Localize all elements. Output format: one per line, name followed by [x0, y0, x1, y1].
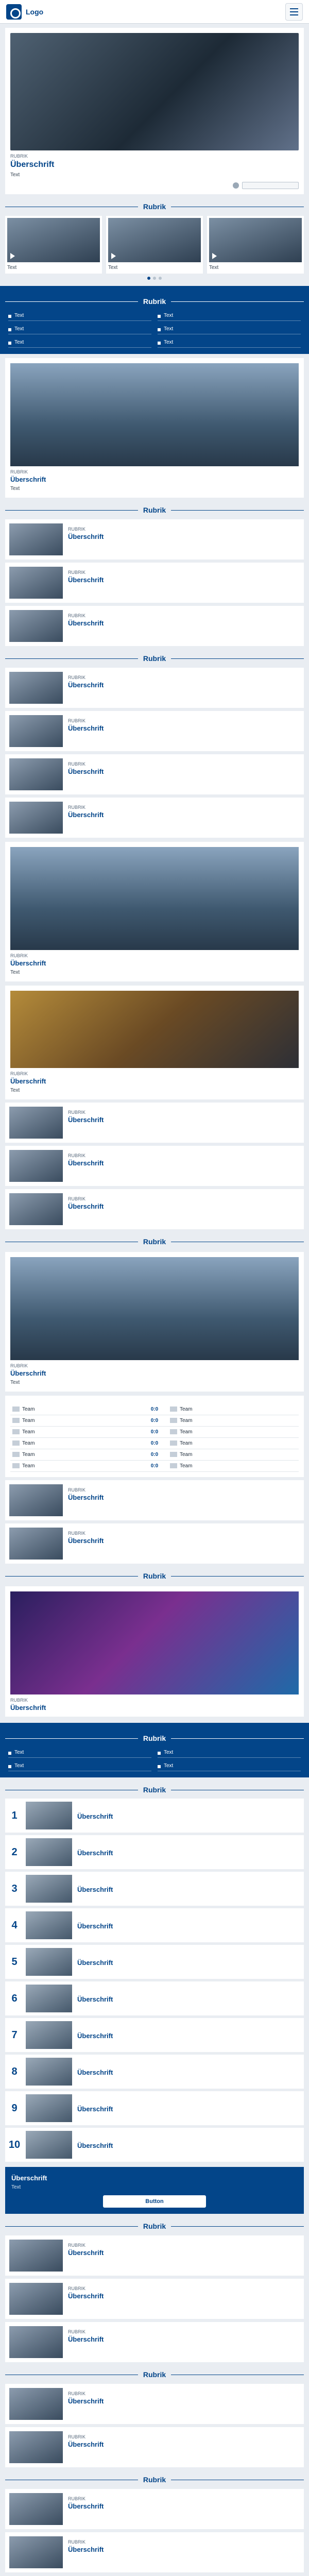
thumbnail[interactable] [9, 2536, 63, 2568]
thumbnail[interactable] [9, 1107, 63, 1139]
item-kicker: RUBRIK [68, 2391, 86, 2396]
thumbnail[interactable] [26, 1875, 72, 1903]
feature-teaser: Text [10, 1088, 20, 1093]
rank-number: 7 [11, 2029, 18, 2041]
top-item[interactable] [5, 1945, 304, 1979]
thumbnail[interactable] [26, 1911, 72, 1939]
item-title[interactable]: Überschrift [68, 2397, 104, 2405]
item-kicker: RUBRIK [68, 1153, 86, 1158]
pick-text: Text [11, 2184, 21, 2190]
feature-image[interactable] [10, 847, 299, 950]
video-tile[interactable] [5, 216, 102, 274]
section-head-highlights: Rubrik [5, 1570, 304, 1582]
item-kicker: RUBRIK [68, 1531, 86, 1536]
away-team: Team [180, 1452, 193, 1458]
list-item[interactable] [5, 711, 304, 751]
editorial-pick-box [5, 2167, 304, 2214]
item-kicker: RUBRIK [68, 527, 86, 532]
item-title[interactable]: Überschrift [77, 1885, 113, 1893]
thumbnail[interactable] [9, 1193, 63, 1225]
logo-text[interactable]: Logo [26, 7, 44, 16]
item-title[interactable]: Überschrift [77, 1849, 113, 1857]
item-kicker: RUBRIK [68, 613, 86, 618]
thumbnail[interactable] [9, 802, 63, 834]
thumbnail[interactable] [26, 2021, 72, 2049]
video-label: Text [7, 265, 17, 270]
lead-image[interactable] [10, 33, 299, 150]
list-item[interactable] [5, 1189, 304, 1229]
list-item[interactable] [5, 606, 304, 646]
table-row[interactable] [10, 1449, 299, 1461]
top-item[interactable] [5, 2018, 304, 2052]
item-title[interactable]: Überschrift [77, 2141, 113, 2149]
list-item[interactable] [5, 2384, 304, 2424]
item-title[interactable]: Überschrift [77, 2031, 113, 2040]
item-kicker: RUBRIK [68, 1196, 86, 1201]
feature-title[interactable]: Überschrift [10, 959, 46, 967]
list-item[interactable] [5, 1146, 304, 1186]
home-team: Team [22, 1418, 35, 1423]
item-kicker: RUBRIK [68, 1110, 86, 1115]
thumbnail[interactable] [26, 2058, 72, 2086]
team-logo-icon [12, 1452, 20, 1457]
list-item[interactable] [5, 2279, 304, 2319]
list-item[interactable] [5, 754, 304, 794]
briefing-item[interactable]: Text [158, 311, 301, 321]
item-title[interactable]: Überschrift [77, 1812, 113, 1820]
thumbnail[interactable] [9, 567, 63, 599]
top-item[interactable] [5, 1908, 304, 1942]
match-score: 0:0 [141, 1449, 168, 1461]
sport-title[interactable]: Überschrift [10, 1369, 46, 1377]
thumbnail[interactable] [9, 2493, 63, 2525]
team-logo-icon [170, 1418, 177, 1423]
team-logo-icon [170, 1406, 177, 1412]
item-title[interactable]: Überschrift [68, 576, 104, 584]
briefing-item[interactable]: Text [8, 311, 151, 321]
broadcasts-panel [0, 1723, 309, 1777]
home-team: Team [22, 1452, 35, 1458]
home-team: Team [22, 1463, 35, 1469]
section-head-briefing: Rubrik [5, 295, 304, 308]
top-item[interactable] [5, 2128, 304, 2162]
pick-title: Überschrift [11, 2174, 47, 2182]
play-icon[interactable] [209, 218, 302, 262]
site-header [0, 0, 309, 24]
thumbnail[interactable] [9, 2283, 63, 2315]
item-title[interactable]: Überschrift [68, 533, 104, 540]
item-kicker: RUBRIK [68, 2434, 86, 2439]
team-logo-icon [170, 1440, 177, 1446]
match-score: 0:0 [141, 1415, 168, 1427]
sport-teaser: Text [10, 1380, 20, 1385]
briefing-item[interactable]: Text [8, 337, 151, 348]
thumbnail[interactable] [9, 610, 63, 642]
section-head-live: Rubrik [5, 200, 304, 213]
section-head-investigative: Rubrik [5, 2368, 304, 2381]
thumbnail[interactable] [9, 672, 63, 704]
rank-number: 5 [11, 1956, 18, 1968]
list-item[interactable] [5, 2322, 304, 2362]
item-title[interactable]: Überschrift [68, 2249, 104, 2257]
list-item[interactable] [5, 2489, 304, 2529]
item-title[interactable]: Überschrift [77, 1995, 113, 2003]
rank-number: 6 [11, 1992, 18, 2004]
highlight-image[interactable] [10, 1591, 299, 1694]
item-title[interactable]: Überschrift [68, 1116, 104, 1124]
list-item[interactable] [5, 563, 304, 603]
briefing-item[interactable]: Text [158, 337, 301, 348]
highlight-story[interactable] [5, 1586, 304, 1717]
feature-story[interactable] [5, 986, 304, 1099]
item-kicker: RUBRIK [68, 805, 86, 810]
section-head-region-b: Rubrik [5, 652, 304, 665]
briefing-list [8, 311, 301, 348]
item-title[interactable]: Überschrift [68, 1537, 104, 1545]
top-item[interactable] [5, 1872, 304, 1906]
thumbnail[interactable] [9, 2240, 63, 2272]
thumbnail[interactable] [9, 1150, 63, 1182]
item-kicker: RUBRIK [68, 1487, 86, 1493]
highlight-title[interactable]: Überschrift [10, 1704, 46, 1711]
list-item[interactable] [5, 1103, 304, 1143]
pick-button[interactable]: Button [103, 2195, 206, 2208]
list-item[interactable] [5, 798, 304, 838]
list-item[interactable] [5, 2235, 304, 2276]
sport-image[interactable] [10, 1257, 299, 1360]
item-title[interactable]: Überschrift [68, 1494, 104, 1501]
thumbnail[interactable] [9, 523, 63, 555]
team-logo-icon [12, 1429, 20, 1434]
play-icon[interactable] [108, 218, 201, 262]
list-item[interactable] [5, 2427, 304, 2467]
item-title[interactable]: Überschrift [68, 724, 104, 732]
away-team: Team [180, 1463, 193, 1469]
carousel-dots[interactable] [0, 277, 309, 280]
sport-story[interactable] [5, 1252, 304, 1392]
home-team: Team [22, 1429, 35, 1435]
table-row[interactable] [10, 1415, 299, 1427]
feature-image[interactable] [10, 991, 299, 1068]
briefing-item[interactable]: Text [158, 324, 301, 334]
item-title[interactable]: Überschrift [68, 1159, 104, 1167]
section-head-foreign: Rubrik [5, 2220, 304, 2232]
rank-number: 1 [11, 1809, 18, 1821]
away-team: Team [180, 1440, 193, 1446]
feature-teaser: Text [10, 970, 20, 975]
section-head-top: Rubrik [5, 1784, 304, 1796]
match-score: 0:0 [141, 1438, 168, 1449]
rank-number: 9 [11, 2102, 18, 2114]
team-logo-icon [12, 1440, 20, 1446]
table-row[interactable] [10, 1438, 299, 1449]
team-logo-icon [170, 1429, 177, 1434]
thumbnail[interactable] [9, 715, 63, 747]
feature-title[interactable]: Überschrift [10, 476, 46, 483]
broadcast-item[interactable]: Text [8, 1748, 151, 1758]
briefing-item[interactable]: Text [8, 324, 151, 334]
video-tile[interactable] [106, 216, 203, 274]
section-head-knowledge: Rubrik [5, 2473, 304, 2486]
item-kicker: RUBRIK [68, 675, 86, 680]
lead-story[interactable] [5, 28, 304, 194]
list-item[interactable] [5, 668, 304, 708]
thumbnail[interactable] [26, 1838, 72, 1866]
list-item[interactable] [5, 2532, 304, 2572]
item-kicker: RUBRIK [68, 570, 86, 575]
lead-teaser: Text [10, 172, 20, 178]
feature-story[interactable] [5, 358, 304, 498]
team-logo-icon [170, 1463, 177, 1468]
match-score: 0:0 [141, 1427, 168, 1438]
table-row[interactable] [10, 1404, 299, 1415]
thumbnail[interactable] [26, 1948, 72, 1976]
item-title[interactable]: Überschrift [68, 811, 104, 819]
feature-title[interactable]: Überschrift [10, 1077, 46, 1085]
thumbnail[interactable] [9, 1528, 63, 1560]
item-title[interactable]: Überschrift [68, 768, 104, 775]
thumbnail[interactable] [9, 2388, 63, 2420]
team-logo-icon [170, 1452, 177, 1457]
table-row[interactable] [10, 1461, 299, 1472]
briefing-panel [0, 286, 309, 354]
team-logo-icon [12, 1406, 20, 1412]
home-team: Team [22, 1406, 35, 1412]
item-title[interactable]: Überschrift [77, 2068, 113, 2076]
broadcast-item[interactable]: Text [8, 1761, 151, 1771]
top-item[interactable] [5, 1835, 304, 1869]
rank-number: 8 [11, 2065, 18, 2077]
away-team: Team [180, 1429, 193, 1435]
item-title[interactable]: Überschrift [68, 2292, 104, 2300]
section-head-sport: Rubrik [5, 1235, 304, 1248]
list-item[interactable] [5, 1523, 304, 1564]
rank-number: 3 [11, 1883, 18, 1894]
logo-icon[interactable] [6, 4, 22, 20]
video-label: Text [108, 265, 118, 270]
thumbnail[interactable] [9, 2431, 63, 2463]
top-item[interactable] [5, 1981, 304, 2015]
item-title[interactable]: Überschrift [68, 681, 104, 689]
item-kicker: RUBRIK [68, 718, 86, 723]
item-kicker: RUBRIK [68, 2539, 86, 2545]
list-item[interactable] [5, 519, 304, 560]
play-icon[interactable] [7, 218, 100, 262]
item-kicker: RUBRIK [68, 2286, 86, 2291]
item-title[interactable]: Überschrift [68, 2546, 104, 2553]
item-title[interactable]: Überschrift [68, 2335, 104, 2343]
broadcast-item[interactable]: Text [158, 1748, 301, 1758]
item-title[interactable]: Überschrift [68, 619, 104, 627]
item-title[interactable]: Überschrift [68, 2441, 104, 2448]
top-item[interactable] [5, 2091, 304, 2125]
broadcast-item[interactable]: Text [158, 1761, 301, 1771]
thumbnail[interactable] [26, 1802, 72, 1829]
feature-teaser: Text [10, 486, 20, 492]
highlight-kicker: RUBRIK [10, 1698, 28, 1703]
section-head-region-a: Rubrik [5, 504, 304, 516]
item-kicker: RUBRIK [68, 2329, 86, 2334]
video-label: Text [209, 265, 219, 270]
item-title[interactable]: Überschrift [68, 1202, 104, 1210]
thumbnail[interactable] [26, 2131, 72, 2159]
section-head-broadcasts: Rubrik [5, 1732, 304, 1744]
item-title[interactable]: Überschrift [77, 1958, 113, 1967]
feature-story[interactable] [5, 842, 304, 981]
away-team: Team [180, 1418, 193, 1423]
thumbnail[interactable] [26, 2094, 72, 2122]
thumbnail[interactable] [9, 2326, 63, 2358]
thumbnail[interactable] [9, 758, 63, 790]
item-title[interactable]: Überschrift [77, 1922, 113, 1930]
item-kicker: RUBRIK [68, 2496, 86, 2501]
table-row[interactable] [10, 1427, 299, 1438]
more-button[interactable] [242, 182, 299, 189]
feature-image[interactable] [10, 363, 299, 466]
menu-icon[interactable] [285, 3, 303, 21]
results-table [5, 1396, 304, 1477]
rank-number: 2 [11, 1846, 18, 1858]
rank-number: 10 [8, 2139, 21, 2150]
feature-kicker: RUBRIK [10, 953, 28, 958]
feature-kicker: RUBRIK [10, 1071, 28, 1076]
share-icon[interactable] [233, 182, 239, 189]
feature-kicker: RUBRIK [10, 469, 28, 474]
lead-title[interactable]: Überschrift [10, 160, 55, 169]
item-kicker: RUBRIK [68, 761, 86, 767]
broadcast-list [8, 1748, 301, 1771]
video-tile[interactable] [207, 216, 304, 274]
rank-number: 4 [11, 1919, 18, 1931]
sport-kicker: RUBRIK [10, 1363, 28, 1368]
team-logo-icon [12, 1418, 20, 1423]
top-item[interactable] [5, 2055, 304, 2089]
thumbnail[interactable] [9, 1484, 63, 1516]
video-carousel [5, 216, 304, 274]
match-score: 0:0 [141, 1404, 168, 1415]
team-logo-icon [12, 1463, 20, 1468]
home-team: Team [22, 1440, 35, 1446]
match-score: 0:0 [141, 1461, 168, 1472]
list-item[interactable] [5, 1480, 304, 1520]
item-title[interactable]: Überschrift [77, 2105, 113, 2113]
away-team: Team [180, 1406, 193, 1412]
item-kicker: RUBRIK [68, 2243, 86, 2248]
item-title[interactable]: Überschrift [68, 2502, 104, 2510]
lead-kicker: RUBRIK [10, 154, 28, 159]
top-item[interactable] [5, 1799, 304, 1833]
thumbnail[interactable] [26, 1985, 72, 2012]
